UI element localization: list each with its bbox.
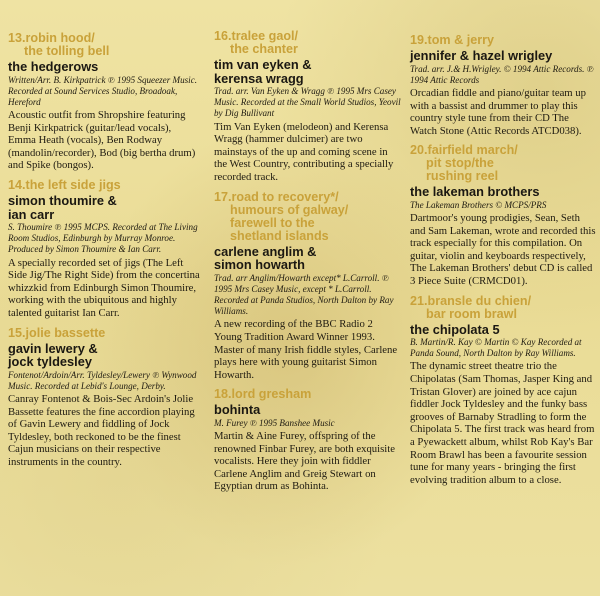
track-number: 18. (214, 387, 232, 402)
track-title (410, 295, 596, 321)
track-artist: bohinta (214, 402, 261, 418)
track-credit: Fontenot/Ardoin/Arr. Tyldesley/Lewery ℗ Wynwood Music. Recorded at Lebid's Lounge, Derby. (8, 369, 197, 391)
track-number: 20. (410, 143, 428, 158)
track-title-text: robin hood/ the tolling bell (24, 31, 110, 58)
track-credit: Trad. arr. J.& H.Wrigley. © 1994 Attic Records. ℗ 1994 Attic Records (410, 63, 594, 85)
track-artist: simon thoumire & ian carr (8, 193, 117, 222)
track-credit: Trad. arr. Van Eyken & Wragg ℗ 1995 Mrs Casey Music. Recorded at the Small World Studios, Yeovil by Dig Bullivant (214, 86, 401, 119)
track-title (8, 179, 200, 192)
track-title-text: the left side jigs (25, 178, 121, 193)
track-entry-19 (410, 34, 596, 137)
track-number: 21. (410, 293, 428, 308)
track-title (8, 327, 200, 340)
track-number: 15. (8, 325, 26, 340)
track-entry-21 (410, 295, 596, 487)
track-credit: The Lakeman Brothers © MCPS/PRS (410, 199, 547, 210)
track-description: Acoustic outfit from Shropshire featuring Benji Kirkpatrick (guitar/lead vocals), Emma Heath (vocals), Ben Rodway (mandolin/recorder), Bod (big bertha drum) and Spike (bongos). (8, 109, 196, 172)
track-description: A new recording of the BBC Radio 2 Young Tradition Award Winner 1993. Master of many Irish fiddle styles, Carlene plays here with young guitarist Simon Howarth. (214, 318, 398, 381)
track-artist: the chipolata 5 (410, 321, 500, 337)
track-artist: the lakeman brothers (410, 184, 540, 200)
track-title (214, 30, 402, 56)
track-title (8, 32, 200, 58)
track-title-text: lord gresham (231, 387, 312, 402)
track-title-text: tom & jerry (427, 33, 495, 47)
track-description: The dynamic street theatre trio the Chipolatas (Sam Thomas, Jasper King and Tristan Glover) are joined by ace cajun fiddler Jock Tyldesley and the funky bass grooves of Barnaby Stradling to form the Chipolata 5. The first track was heard from a Pyewackett album, whilst Rob Kay's Bar Room Brawl has been a favourite session tune for many years - bringing the first evolving tradition album to a close. (410, 360, 595, 486)
track-title-text: road to recovery*/ humours of galway/ farewell to the shetland islands (230, 189, 349, 243)
column-2 (214, 30, 402, 500)
track-number: 16. (214, 29, 232, 43)
track-artist: carlene anglim & simon howarth (214, 243, 317, 273)
track-title (410, 144, 596, 183)
track-title (214, 191, 402, 243)
track-credit: B. Martin/R. Kay © Martin © Kay Recorded at Panda Sound, North Dalton by Ray Williams. (410, 337, 582, 359)
track-credit: M. Furey ℗ 1995 Banshee Music (214, 417, 335, 428)
track-description: Dartmoor's young prodigies, Sean, Seth and Sam Lakeman, wrote and recorded this track especially for this compilation. On guitar, violin and keyboards respectively, The Lakeman Brothers' debut CD is called 3 Piece Suite (CRMCD01). (410, 211, 596, 287)
track-entry-16 (214, 30, 402, 184)
track-entry-20 (410, 144, 596, 287)
track-artist: the hedgerows (8, 59, 99, 74)
track-title-text: fairfield march/ pit stop/the rushing reel (426, 143, 518, 184)
track-artist: gavin lewery & jock tyldesley (8, 340, 98, 370)
track-title-text: bransle du chien/ bar room brawl (426, 293, 532, 321)
track-number: 17. (214, 189, 232, 204)
track-credit: S. Thoumire ℗ 1995 MCPS. Recorded at The Living Room Studios, Edinburgh by Murray Monroe. Produced by Simon Thoumire & Ian Carr. (8, 222, 198, 255)
track-artist: jennifer & hazel wrigley (410, 48, 553, 63)
track-entry-15 (8, 327, 200, 469)
column-3 (410, 34, 596, 493)
track-title-text: tralee gaol/ the chanter (230, 29, 299, 56)
track-description: Orcadian fiddle and piano/guitar team up with a bassist and drummer to play this country style tune from their CD The Watch Stone (Attic Records ATCD038). (410, 86, 586, 137)
track-number: 19. (410, 33, 428, 47)
track-number: 14. (8, 178, 26, 193)
track-title (214, 388, 402, 401)
track-title-text: jolie bassette (25, 325, 106, 340)
track-title (410, 34, 596, 47)
track-entry-14 (8, 179, 200, 320)
track-description: Martin & Aine Furey, offspring of the renowned Finbar Furey, are both exquisite vocalists. Here they join with fiddler Carlene Anglim and Greig Stewart on Egyptian drum as Bohinta. (214, 430, 395, 493)
track-entry-17 (214, 191, 402, 382)
track-credit: Trad. arr Anglim/Howarth except* L.Carroll. ℗ 1995 Mrs Casey Music, except * L.Carroll. Recorded at Panda Studios, North Dalton by Ray Williams. (214, 272, 394, 317)
column-1 (8, 32, 200, 476)
track-credit: Written/Arr. B. Kirkpatrick ℗ 1995 Squeezer Music. Recorded at Sound Services Studio, Broadoak, Hereford (8, 74, 198, 107)
track-entry-13 (8, 32, 200, 172)
track-entry-18 (214, 388, 402, 493)
track-description: A specially recorded set of jigs (The Left Side Jig/The Right Side) from the concertina whizzkid from Edinburgh Simon Thoumire, working with the ubiquitous and highly talented guitarist Ian Carr. (8, 256, 200, 320)
track-artist: tim van eyken & kerensa wragg (214, 57, 312, 86)
track-number: 13. (8, 31, 26, 45)
track-description: Canray Fontenot & Bois-Sec Ardoin's Jolie Bassette features the fine accordion playing of Gavin Lewery and fiddling of Jock Tyldesley, both reckoned to be the finest Cajun musicians on their respective instruments in the country. (8, 393, 195, 469)
track-description: Tim Van Eyken (melodeon) and Kerensa Wragg (hammer dulcimer) are two mainstays of the up and coming scene in the West Country, contributing a specially recorded track. (214, 120, 394, 183)
